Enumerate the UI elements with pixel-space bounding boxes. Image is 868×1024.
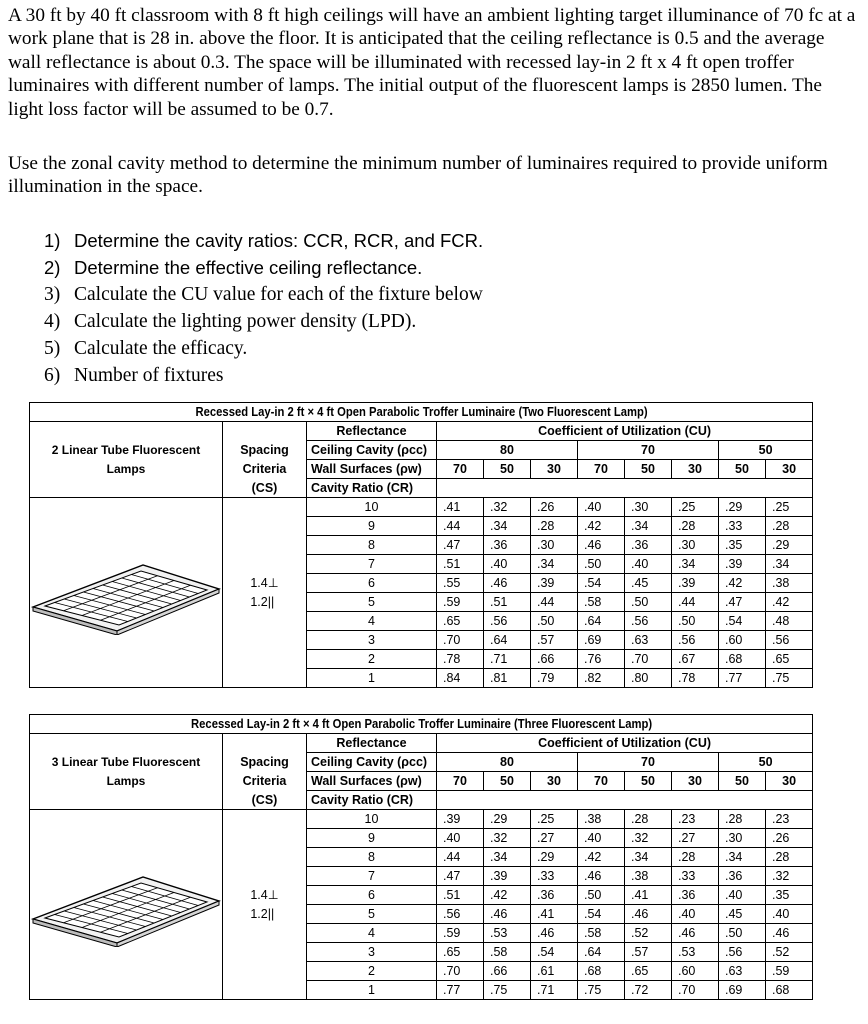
cu-value: .40 bbox=[672, 905, 719, 924]
cu-value: .61 bbox=[531, 962, 578, 981]
cu-value: .39 bbox=[719, 555, 766, 574]
cu-value: .64 bbox=[578, 943, 625, 962]
cu-value: .29 bbox=[719, 498, 766, 517]
cu-value: .38 bbox=[578, 810, 625, 829]
cu-value: .41 bbox=[437, 498, 484, 517]
cu-value: .66 bbox=[484, 962, 531, 981]
cu-value: .34 bbox=[531, 555, 578, 574]
cu-value: .65 bbox=[437, 612, 484, 631]
cu-value: .34 bbox=[625, 517, 672, 536]
cu-value: .28 bbox=[625, 810, 672, 829]
cu-value: .28 bbox=[766, 848, 813, 867]
cu-value: .75 bbox=[578, 981, 625, 1000]
cu-value: .28 bbox=[672, 517, 719, 536]
cu-value: .26 bbox=[766, 829, 813, 848]
cu-value: .46 bbox=[672, 924, 719, 943]
step-number: 1) bbox=[44, 230, 61, 251]
cavity-ratio-value: 2 bbox=[307, 962, 437, 981]
cu-table bbox=[29, 714, 813, 1000]
cu-value: .58 bbox=[578, 924, 625, 943]
cavity-ratio-value: 10 bbox=[307, 810, 437, 829]
problem-instruction: Use the zonal cavity method to determine the minimum number of luminaires required to provide uniform illumination in the space. bbox=[8, 153, 828, 198]
cu-value: .64 bbox=[578, 612, 625, 631]
cu-value: .45 bbox=[625, 574, 672, 593]
step-number: 4) bbox=[44, 311, 61, 332]
cu-table-three-lamp bbox=[29, 714, 813, 1000]
cu-value: .34 bbox=[766, 555, 813, 574]
cu-value: .32 bbox=[484, 829, 531, 848]
cu-value: .51 bbox=[437, 886, 484, 905]
cu-value: .71 bbox=[484, 650, 531, 669]
cu-value: .40 bbox=[766, 905, 813, 924]
cu-value: .58 bbox=[484, 943, 531, 962]
wall-value: 70 bbox=[437, 772, 484, 791]
cu-value: .36 bbox=[672, 886, 719, 905]
cu-value: .34 bbox=[719, 848, 766, 867]
lamp-type-label: 2 Linear Tube Fluorescent Lamps bbox=[30, 422, 223, 498]
wall-value: 30 bbox=[766, 772, 813, 791]
cu-value: .48 bbox=[766, 612, 813, 631]
spacing-header-line2: Criteria bbox=[223, 460, 307, 479]
wall-value: 70 bbox=[578, 772, 625, 791]
cavity-ratio-value: 9 bbox=[307, 517, 437, 536]
cu-value: .23 bbox=[672, 810, 719, 829]
cu-value: .46 bbox=[766, 924, 813, 943]
cu-value: .38 bbox=[766, 574, 813, 593]
wall-surfaces-label: Wall Surfaces (ρw) bbox=[307, 460, 437, 479]
cu-value: .46 bbox=[578, 867, 625, 886]
troffer-fixture-icon bbox=[31, 551, 221, 635]
cu-value: .68 bbox=[719, 650, 766, 669]
cu-value: .54 bbox=[578, 905, 625, 924]
cu-value: .46 bbox=[531, 924, 578, 943]
cu-value: .56 bbox=[672, 631, 719, 650]
cu-value: .75 bbox=[766, 669, 813, 688]
cu-value: .46 bbox=[625, 905, 672, 924]
cu-value: .44 bbox=[437, 517, 484, 536]
cavity-ratio-value: 2 bbox=[307, 650, 437, 669]
cu-value: .29 bbox=[484, 810, 531, 829]
cu-value: .34 bbox=[672, 555, 719, 574]
cu-value: .82 bbox=[578, 669, 625, 688]
cu-value: .70 bbox=[437, 631, 484, 650]
cu-value: .27 bbox=[531, 829, 578, 848]
step-text: Calculate the efficacy. bbox=[74, 338, 248, 359]
cu-value: .70 bbox=[672, 981, 719, 1000]
cu-header: Coefficient of Utilization (CU) bbox=[437, 734, 813, 753]
cu-value: .75 bbox=[484, 981, 531, 1000]
fixture-image bbox=[30, 810, 223, 1000]
cu-value: .28 bbox=[766, 517, 813, 536]
cu-value: .47 bbox=[437, 867, 484, 886]
cu-value: .29 bbox=[766, 536, 813, 555]
cu-table bbox=[29, 402, 813, 688]
step-text: Calculate the CU value for each of the fixture below bbox=[74, 284, 483, 305]
cu-value: .65 bbox=[625, 962, 672, 981]
cu-value: .76 bbox=[578, 650, 625, 669]
cavity-ratio-value: 9 bbox=[307, 829, 437, 848]
cu-value: .33 bbox=[719, 517, 766, 536]
wall-value: 30 bbox=[672, 772, 719, 791]
cu-value: .34 bbox=[484, 848, 531, 867]
cu-value: .56 bbox=[766, 631, 813, 650]
wall-value: 70 bbox=[578, 460, 625, 479]
lamp-type-label: 3 Linear Tube Fluorescent Lamps bbox=[30, 734, 223, 810]
reflectance-header: Reflectance bbox=[307, 422, 437, 441]
cu-value: .56 bbox=[625, 612, 672, 631]
cavity-ratio-value: 1 bbox=[307, 669, 437, 688]
cavity-ratio-value: 4 bbox=[307, 612, 437, 631]
cu-value: .40 bbox=[719, 886, 766, 905]
cu-value: .39 bbox=[484, 867, 531, 886]
cu-value: .44 bbox=[531, 593, 578, 612]
cu-value: .53 bbox=[484, 924, 531, 943]
ceiling-value-70: 70 bbox=[578, 441, 719, 460]
step-item bbox=[44, 254, 483, 281]
step-number: 6) bbox=[44, 365, 61, 386]
cu-value: .69 bbox=[578, 631, 625, 650]
spacing-header-line3: (CS) bbox=[223, 791, 307, 810]
ceiling-cavity-label: Ceiling Cavity (ρcc) bbox=[307, 753, 437, 772]
spacing-header-line3: (CS) bbox=[223, 479, 307, 498]
cu-value: .46 bbox=[578, 536, 625, 555]
cu-value: .54 bbox=[719, 612, 766, 631]
cavity-ratio-label: Cavity Ratio (CR) bbox=[307, 791, 437, 810]
cu-value: .64 bbox=[484, 631, 531, 650]
cu-value: .28 bbox=[719, 810, 766, 829]
wall-value: 30 bbox=[766, 460, 813, 479]
ceiling-value-80: 80 bbox=[437, 753, 578, 772]
cu-value: .66 bbox=[531, 650, 578, 669]
cu-value: .36 bbox=[719, 867, 766, 886]
cu-value: .40 bbox=[437, 829, 484, 848]
cu-value: .52 bbox=[625, 924, 672, 943]
fixture-image bbox=[30, 498, 223, 688]
spacing-header-blank bbox=[223, 422, 307, 441]
cu-value: .25 bbox=[531, 810, 578, 829]
cu-value: .40 bbox=[484, 555, 531, 574]
cu-value: .50 bbox=[578, 886, 625, 905]
cu-value: .39 bbox=[437, 810, 484, 829]
wall-value: 50 bbox=[719, 772, 766, 791]
cu-value: .41 bbox=[625, 886, 672, 905]
cu-value: .29 bbox=[531, 848, 578, 867]
cu-value: .53 bbox=[672, 943, 719, 962]
cu-value: .50 bbox=[578, 555, 625, 574]
step-item bbox=[44, 335, 483, 362]
cu-value: .40 bbox=[625, 555, 672, 574]
cu-value: .42 bbox=[578, 848, 625, 867]
cavity-ratio-value: 1 bbox=[307, 981, 437, 1000]
wall-value: 50 bbox=[625, 460, 672, 479]
cu-value: .36 bbox=[625, 536, 672, 555]
cu-value: .50 bbox=[531, 612, 578, 631]
spacing-criteria-parallel: 1.2|| bbox=[250, 906, 275, 921]
cu-value: .42 bbox=[766, 593, 813, 612]
cu-value: .23 bbox=[766, 810, 813, 829]
wall-value: 50 bbox=[625, 772, 672, 791]
table-title: Recessed Lay-in 2 ft × 4 ft Open Parabolic Troffer Luminaire (Two Fluorescent Lamp) bbox=[69, 403, 774, 422]
cu-value: .39 bbox=[531, 574, 578, 593]
cu-value: .26 bbox=[531, 498, 578, 517]
cavity-ratio-value: 6 bbox=[307, 886, 437, 905]
cavity-ratio-value: 5 bbox=[307, 905, 437, 924]
ceiling-value-50: 50 bbox=[719, 753, 813, 772]
step-text: Determine the cavity ratios: CCR, RCR, and FCR. bbox=[74, 230, 484, 251]
cu-value: .35 bbox=[766, 886, 813, 905]
cavity-ratio-value: 3 bbox=[307, 943, 437, 962]
cu-value: .32 bbox=[484, 498, 531, 517]
step-text: Calculate the lighting power density (LPD). bbox=[74, 311, 417, 332]
cu-value: .58 bbox=[578, 593, 625, 612]
spacing-criteria-perp: 1.4⊥ bbox=[250, 887, 279, 902]
cu-value: .84 bbox=[437, 669, 484, 688]
cu-value: .38 bbox=[625, 867, 672, 886]
cu-value: .40 bbox=[578, 498, 625, 517]
cu-value: .54 bbox=[578, 574, 625, 593]
cu-value: .35 bbox=[719, 536, 766, 555]
spacing-criteria bbox=[223, 498, 307, 688]
cu-value: .56 bbox=[484, 612, 531, 631]
spacing-header-line2: Criteria bbox=[223, 772, 307, 791]
cu-value: .59 bbox=[437, 924, 484, 943]
cu-value: .27 bbox=[672, 829, 719, 848]
cu-value: .63 bbox=[625, 631, 672, 650]
step-item bbox=[44, 308, 483, 335]
cu-value: .55 bbox=[437, 574, 484, 593]
cu-value: .28 bbox=[672, 848, 719, 867]
cu-value: .57 bbox=[531, 631, 578, 650]
cu-value: .33 bbox=[672, 867, 719, 886]
cu-value: .30 bbox=[672, 536, 719, 555]
steps-list bbox=[44, 227, 483, 389]
cu-value: .42 bbox=[578, 517, 625, 536]
cavity-ratio-value: 7 bbox=[307, 867, 437, 886]
ceiling-cavity-label: Ceiling Cavity (ρcc) bbox=[307, 441, 437, 460]
spacing-header-line1: Spacing bbox=[223, 753, 307, 772]
cu-value: .59 bbox=[437, 593, 484, 612]
cu-value: .51 bbox=[484, 593, 531, 612]
wall-value: 30 bbox=[531, 460, 578, 479]
cavity-ratio-value: 3 bbox=[307, 631, 437, 650]
cavity-ratio-spacer bbox=[437, 791, 813, 810]
cu-value: .72 bbox=[625, 981, 672, 1000]
problem-statement: A 30 ft by 40 ft classroom with 8 ft high ceilings will have an ambient lighting target illuminance of 70 fc at a work plane that is 28 in. above the floor. It is anticipated that the ceiling reflectance is 0.5 and the average wall reflectance is about 0.3. The space will be illuminated with recessed lay-in 2 ft x 4 ft open troffer luminaires with different number of lamps. The initial output of the fluorescent lamps is 2850 lumen. The light loss factor will be assumed to be 0.7. bbox=[8, 5, 856, 120]
cu-value: .41 bbox=[531, 905, 578, 924]
table-row bbox=[30, 498, 813, 517]
cu-value: .56 bbox=[719, 943, 766, 962]
cu-value: .70 bbox=[437, 962, 484, 981]
step-item bbox=[44, 227, 483, 254]
cu-value: .59 bbox=[766, 962, 813, 981]
step-text: Number of fixtures bbox=[74, 365, 224, 386]
cu-value: .54 bbox=[531, 943, 578, 962]
step-item bbox=[44, 281, 483, 308]
cu-value: .40 bbox=[578, 829, 625, 848]
spacing-criteria-parallel: 1.2|| bbox=[250, 594, 275, 609]
cavity-ratio-value: 7 bbox=[307, 555, 437, 574]
cavity-ratio-value: 8 bbox=[307, 536, 437, 555]
wall-value: 50 bbox=[719, 460, 766, 479]
cu-value: .30 bbox=[719, 829, 766, 848]
cu-value: .65 bbox=[766, 650, 813, 669]
cu-value: .51 bbox=[437, 555, 484, 574]
cavity-ratio-value: 6 bbox=[307, 574, 437, 593]
cu-value: .36 bbox=[484, 536, 531, 555]
cu-value: .63 bbox=[719, 962, 766, 981]
cu-value: .78 bbox=[437, 650, 484, 669]
cu-value: .68 bbox=[766, 981, 813, 1000]
cu-value: .77 bbox=[437, 981, 484, 1000]
cu-value: .34 bbox=[625, 848, 672, 867]
cavity-ratio-value: 10 bbox=[307, 498, 437, 517]
cu-value: .42 bbox=[719, 574, 766, 593]
cavity-ratio-value: 5 bbox=[307, 593, 437, 612]
table-row bbox=[30, 810, 813, 829]
cu-value: .77 bbox=[719, 669, 766, 688]
step-number: 3) bbox=[44, 284, 61, 305]
cu-value: .65 bbox=[437, 943, 484, 962]
cu-value: .30 bbox=[625, 498, 672, 517]
cu-value: .50 bbox=[719, 924, 766, 943]
cu-value: .69 bbox=[719, 981, 766, 1000]
spacing-criteria bbox=[223, 810, 307, 1000]
wall-value: 50 bbox=[484, 460, 531, 479]
wall-value: 30 bbox=[672, 460, 719, 479]
cu-value: .56 bbox=[437, 905, 484, 924]
cavity-ratio-value: 8 bbox=[307, 848, 437, 867]
step-item bbox=[44, 362, 483, 389]
cu-value: .71 bbox=[531, 981, 578, 1000]
step-text: Determine the effective ceiling reflectance. bbox=[74, 257, 423, 278]
ceiling-value-70: 70 bbox=[578, 753, 719, 772]
cu-value: .30 bbox=[531, 536, 578, 555]
troffer-fixture-icon bbox=[31, 863, 221, 947]
cu-value: .81 bbox=[484, 669, 531, 688]
cu-value: .47 bbox=[719, 593, 766, 612]
cu-value: .67 bbox=[672, 650, 719, 669]
cu-value: .79 bbox=[531, 669, 578, 688]
wall-value: 50 bbox=[484, 772, 531, 791]
wall-surfaces-label: Wall Surfaces (ρw) bbox=[307, 772, 437, 791]
cu-value: .42 bbox=[484, 886, 531, 905]
spacing-criteria-perp: 1.4⊥ bbox=[250, 575, 279, 590]
cu-value: .52 bbox=[766, 943, 813, 962]
cu-header: Coefficient of Utilization (CU) bbox=[437, 422, 813, 441]
wall-value: 30 bbox=[531, 772, 578, 791]
cu-value: .34 bbox=[484, 517, 531, 536]
cu-value: .39 bbox=[672, 574, 719, 593]
spacing-header-blank bbox=[223, 734, 307, 753]
spacing-header-line1: Spacing bbox=[223, 441, 307, 460]
cu-value: .45 bbox=[719, 905, 766, 924]
cu-value: .78 bbox=[672, 669, 719, 688]
cu-value: .25 bbox=[672, 498, 719, 517]
cu-value: .33 bbox=[531, 867, 578, 886]
cu-value: .46 bbox=[484, 574, 531, 593]
cu-value: .68 bbox=[578, 962, 625, 981]
cavity-ratio-value: 4 bbox=[307, 924, 437, 943]
wall-value: 70 bbox=[437, 460, 484, 479]
step-number: 5) bbox=[44, 338, 61, 359]
cu-value: .44 bbox=[437, 848, 484, 867]
ceiling-value-50: 50 bbox=[719, 441, 813, 460]
cu-value: .32 bbox=[625, 829, 672, 848]
cu-value: .36 bbox=[531, 886, 578, 905]
cu-value: .46 bbox=[484, 905, 531, 924]
cu-value: .50 bbox=[625, 593, 672, 612]
cu-value: .25 bbox=[766, 498, 813, 517]
cu-value: .47 bbox=[437, 536, 484, 555]
cavity-ratio-spacer bbox=[437, 479, 813, 498]
cu-value: .50 bbox=[672, 612, 719, 631]
step-number: 2) bbox=[44, 257, 61, 278]
cu-value: .32 bbox=[766, 867, 813, 886]
cu-value: .60 bbox=[672, 962, 719, 981]
reflectance-header: Reflectance bbox=[307, 734, 437, 753]
cu-value: .80 bbox=[625, 669, 672, 688]
cu-table-two-lamp bbox=[29, 402, 813, 688]
ceiling-value-80: 80 bbox=[437, 441, 578, 460]
cu-value: .44 bbox=[672, 593, 719, 612]
cu-value: .57 bbox=[625, 943, 672, 962]
cavity-ratio-label: Cavity Ratio (CR) bbox=[307, 479, 437, 498]
cu-value: .28 bbox=[531, 517, 578, 536]
cu-value: .70 bbox=[625, 650, 672, 669]
cu-value: .60 bbox=[719, 631, 766, 650]
table-title: Recessed Lay-in 2 ft × 4 ft Open Parabolic Troffer Luminaire (Three Fluorescent Lamp) bbox=[69, 715, 774, 734]
